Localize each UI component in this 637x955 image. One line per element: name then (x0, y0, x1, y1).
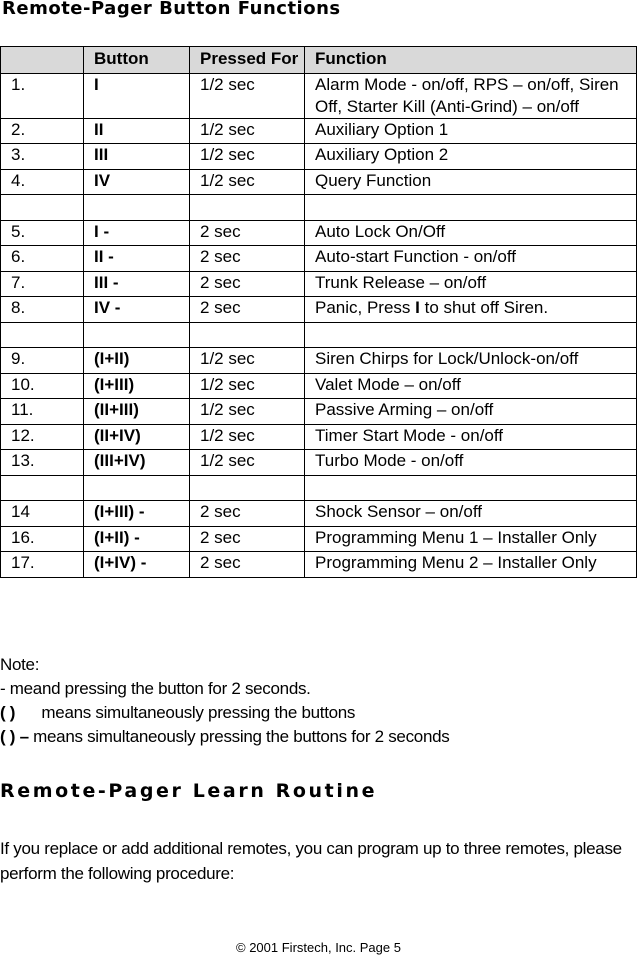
row-button: (II+IV) (84, 424, 190, 450)
row-button: IV (84, 169, 190, 195)
row-button (84, 475, 190, 501)
header-pressed-for: Pressed For (190, 47, 305, 74)
row-button: II (84, 118, 190, 144)
row-index: 1. (1, 73, 84, 118)
row-index (1, 475, 84, 501)
note-parens-symbol: ( ) (0, 703, 16, 722)
table-spacer-row (1, 475, 637, 501)
note-line-parens (0, 701, 449, 725)
row-button: IV - (84, 297, 190, 323)
row-index: 3. (1, 144, 84, 170)
table-spacer-row (1, 195, 637, 221)
row-index: 4. (1, 169, 84, 195)
row-pressed-for: 1/2 sec (190, 144, 305, 170)
row-function: Timer Start Mode - on/off (305, 424, 637, 450)
row-index: 14 (1, 501, 84, 527)
row-pressed-for: 2 sec (190, 271, 305, 297)
button-i-reference: I (415, 298, 420, 317)
row-function: Auxiliary Option 1 (305, 118, 637, 144)
row-index: 11. (1, 399, 84, 425)
table-row (1, 271, 637, 297)
note-parens-dash-symbol: ( ) – (0, 727, 29, 746)
row-button: III (84, 144, 190, 170)
row-function: Auto-start Function - on/off (305, 246, 637, 272)
row-index: 6. (1, 246, 84, 272)
row-button: (I+IV) - (84, 552, 190, 578)
row-pressed-for: 1/2 sec (190, 73, 305, 118)
table-row (1, 399, 637, 425)
table-spacer-row (1, 322, 637, 348)
row-index: 7. (1, 271, 84, 297)
row-pressed-for: 1/2 sec (190, 373, 305, 399)
row-button: (I+III) (84, 373, 190, 399)
row-button: I - (84, 220, 190, 246)
header-index (1, 47, 84, 74)
table-row (1, 501, 637, 527)
row-function (305, 195, 637, 221)
row-function: Passive Arming – on/off (305, 399, 637, 425)
row-index: 2. (1, 118, 84, 144)
row-button: (I+II) (84, 348, 190, 374)
page-title: Remote-Pager Button Functions (2, 0, 341, 19)
row-pressed-for (190, 475, 305, 501)
note-line-parens-dash (0, 725, 449, 749)
note-section (0, 653, 449, 749)
table-row (1, 552, 637, 578)
row-pressed-for: 1/2 sec (190, 169, 305, 195)
table-row (1, 348, 637, 374)
row-pressed-for: 2 sec (190, 526, 305, 552)
row-function: Programming Menu 2 – Installer Only (305, 552, 637, 578)
row-function: Alarm Mode - on/off, RPS – on/off, Siren Off, Starter Kill (Anti-Grind) – on/off (305, 73, 637, 118)
row-function: Shock Sensor – on/off (305, 501, 637, 527)
table-row (1, 220, 637, 246)
row-button: I (84, 73, 190, 118)
note-parens-dash-text: means simultaneously pressing the buttons for 2 seconds (28, 727, 450, 746)
row-button (84, 322, 190, 348)
row-function (305, 475, 637, 501)
row-pressed-for: 2 sec (190, 552, 305, 578)
row-button: (III+IV) (84, 450, 190, 476)
header-button: Button (84, 47, 190, 74)
row-index: 13. (1, 450, 84, 476)
table-row (1, 73, 637, 118)
row-index: 9. (1, 348, 84, 374)
row-button (84, 195, 190, 221)
row-pressed-for (190, 322, 305, 348)
learn-routine-paragraph: If you replace or add additional remotes, you can program up to three remotes, please perform the following procedure: (0, 839, 622, 883)
row-pressed-for: 1/2 sec (190, 424, 305, 450)
row-button: (II+III) (84, 399, 190, 425)
button-functions-table (0, 46, 637, 578)
row-pressed-for: 2 sec (190, 297, 305, 323)
row-pressed-for: 2 sec (190, 246, 305, 272)
row-pressed-for: 2 sec (190, 501, 305, 527)
table-row (1, 373, 637, 399)
section-title-learn-routine: Remote-Pager Learn Routine (0, 780, 378, 802)
table-row (1, 450, 637, 476)
row-function: Query Function (305, 169, 637, 195)
row-button: II - (84, 246, 190, 272)
table-row (1, 246, 637, 272)
note-line-dash: - meand pressing the button for 2 seconds. (0, 679, 311, 698)
row-function: Valet Mode – on/off (305, 373, 637, 399)
row-index: 10. (1, 373, 84, 399)
table-row (1, 526, 637, 552)
row-pressed-for: 1/2 sec (190, 450, 305, 476)
row-function: Programming Menu 1 – Installer Only (305, 526, 637, 552)
row-pressed-for: 1/2 sec (190, 348, 305, 374)
table-row (1, 144, 637, 170)
row-button: (I+III) - (84, 501, 190, 527)
row-function: Turbo Mode - on/off (305, 450, 637, 476)
note-parens-text: means simultaneously pressing the buttons (37, 703, 356, 722)
table-row (1, 118, 637, 144)
row-button: (I+II) - (84, 526, 190, 552)
page-footer: © 2001 Firstech, Inc. Page 5 (236, 940, 401, 955)
row-index: 16. (1, 526, 84, 552)
row-function: Auto Lock On/Off (305, 220, 637, 246)
row-function: Auxiliary Option 2 (305, 144, 637, 170)
row-index: 12. (1, 424, 84, 450)
row-function: Siren Chirps for Lock/Unlock-on/off (305, 348, 637, 374)
row-function (305, 322, 637, 348)
row-pressed-for: 1/2 sec (190, 399, 305, 425)
row-pressed-for (190, 195, 305, 221)
table-row (1, 424, 637, 450)
table-row (1, 169, 637, 195)
note-heading: Note: (0, 655, 40, 674)
table-body (1, 73, 637, 577)
row-index: 17. (1, 552, 84, 578)
row-index: 5. (1, 220, 84, 246)
row-pressed-for: 1/2 sec (190, 118, 305, 144)
row-button: III - (84, 271, 190, 297)
row-index (1, 322, 84, 348)
row-index: 8. (1, 297, 84, 323)
table-header-row (1, 47, 637, 74)
row-pressed-for: 2 sec (190, 220, 305, 246)
header-function: Function (305, 47, 637, 74)
row-function: Panic, Press I to shut off Siren. (305, 297, 637, 323)
table-row (1, 297, 637, 323)
row-function: Trunk Release – on/off (305, 271, 637, 297)
row-index (1, 195, 84, 221)
